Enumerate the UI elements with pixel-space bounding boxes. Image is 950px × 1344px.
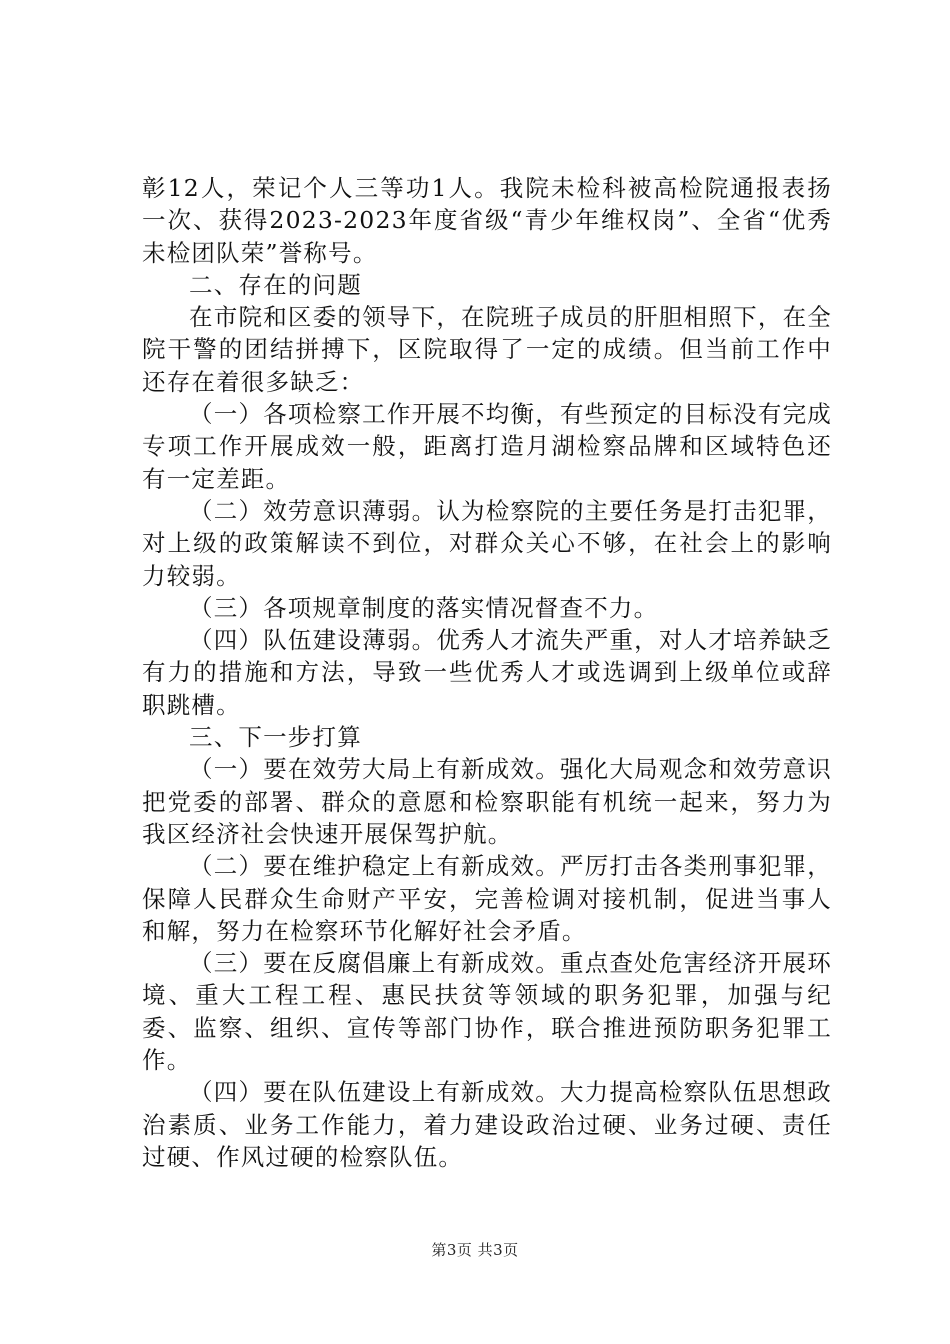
paragraph: 彰12人，荣记个人三等功1人。我院未检科被高检院通报表扬一次、获得2023-2023年度省级“青少年维权岗”、全省“优秀未检团队荣”誉称号。 <box>142 174 832 267</box>
document-body <box>142 172 832 1173</box>
paragraph: （四）队伍建设薄弱。优秀人才流失严重，对人才培养缺乏有力的措施和方法，导致一些优秀人才或选调到上级单位或辞职跳槽。 <box>142 626 832 719</box>
paragraph: 在市院和区委的领导下，在院班子成员的肝胆相照下，在全院干警的团结拼搏下，区院取得了一定的成绩。但当前工作中还存在着很多缺乏： <box>142 303 832 396</box>
page-number-footer: 第3页 共3页 <box>431 1241 519 1259</box>
paragraph: （三）各项规章制度的落实情况督查不力。 <box>189 593 659 622</box>
section-heading: 二、存在的问题 <box>189 270 362 299</box>
paragraph: （四）要在队伍建设上有新成效。大力提高检察队伍思想政治素质、业务工作能力，着力建设政治过硬、业务过硬、责任过硬、作风过硬的检察队伍。 <box>142 1078 832 1171</box>
paragraph: （一）要在效劳大局上有新成效。强化大局观念和效劳意识把党委的部署、群众的意愿和检察职能有机统一起来，努力为我区经济社会快速开展保驾护航。 <box>142 755 832 848</box>
paragraph: （二）要在维护稳定上有新成效。严厉打击各类刑事犯罪，保障人民群众生命财产平安，完善检调对接机制，促进当事人和解，努力在检察环节化解好社会矛盾。 <box>142 852 832 945</box>
paragraph: （三）要在反腐倡廉上有新成效。重点查处危害经济开展环境、重大工程工程、惠民扶贫等领域的职务犯罪，加强与纪委、监察、组织、宣传等部门协作，联合推进预防职务犯罪工作。 <box>142 949 832 1075</box>
section-heading: 三、下一步打算 <box>189 723 362 752</box>
paragraph: （一）各项检察工作开展不均衡，有些预定的目标没有完成专项工作开展成效一般，距离打造月湖检察品牌和区域特色还有一定差距。 <box>142 400 832 493</box>
paragraph: （二）效劳意识薄弱。认为检察院的主要任务是打击犯罪，对上级的政策解读不到位，对群众关心不够，在社会上的影响力较弱。 <box>142 496 832 590</box>
